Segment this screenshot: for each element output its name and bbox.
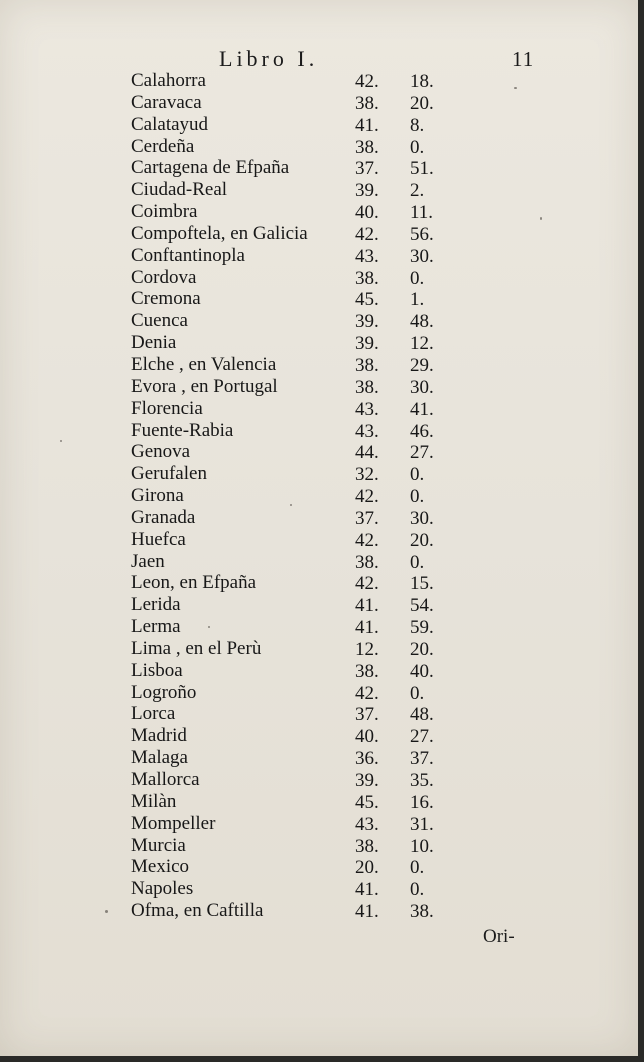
latitude-minutes: 0. [410,682,425,704]
latitude-minutes: 11. [410,202,434,224]
latitude-degrees: 41. [355,879,379,901]
latitude-minutes: 40. [410,660,434,682]
table-row [0,398,638,420]
city-name: Cuenca [131,310,188,332]
table-row [0,900,638,922]
table-row [0,157,638,179]
table-row [0,616,638,638]
table-row [0,245,638,267]
table-row [0,856,638,878]
latitude-minutes: 48. [410,704,434,726]
city-name: Compoftela, en Galicia [131,222,308,244]
latitude-minutes: 59. [410,617,434,639]
latitude-minutes: 12. [410,333,434,355]
latitude-minutes: 37. [410,748,434,770]
latitude-degrees: 38. [355,376,379,398]
page-number: 11 [512,47,535,71]
city-name: Girona [131,485,184,507]
latitude-degrees: 44. [355,442,379,464]
latitude-degrees: 20. [355,857,379,879]
latitude-minutes: 0. [410,879,425,901]
table-row [0,267,638,289]
latitude-degrees: 41. [355,901,379,923]
table-row [0,420,638,442]
latitude-degrees: 38. [355,267,379,289]
table-row [0,223,638,245]
city-name: Huefca [131,528,186,550]
latitude-minutes: 15. [410,573,434,595]
latitude-minutes: 2. [410,180,425,202]
latitude-minutes: 30. [410,245,434,267]
city-name: Granada [131,506,196,528]
city-name: Calahorra [131,70,206,91]
latitude-minutes: 8. [410,114,425,136]
table-row [0,638,638,660]
latitude-minutes: 0. [410,464,425,486]
latitude-degrees: 42. [355,71,379,92]
table-row [0,70,638,92]
latitude-minutes: 20. [410,529,434,551]
city-name: Ofma, en Caftilla [131,900,264,922]
latitude-degrees: 12. [355,638,379,660]
table-row [0,725,638,747]
table-row [0,310,638,332]
latitude-minutes: 18. [410,71,434,92]
table-row [0,114,638,136]
table-row [0,376,638,398]
city-name: Calatayud [131,113,209,135]
table-row [0,769,638,791]
ink-speck [290,504,292,506]
latitude-minutes: 35. [410,770,434,791]
latitude-minutes: 46. [410,420,434,442]
latitude-minutes: 56. [410,223,434,245]
table-row [0,878,638,900]
latitude-minutes: 41. [410,398,434,420]
latitude-degrees: 42. [355,573,379,595]
table-row [0,485,638,507]
latitude-degrees: 38. [355,551,379,573]
city-name: Lerma [131,616,181,638]
latitude-minutes: 30. [410,507,434,529]
latitude-degrees: 45. [355,289,379,311]
city-name: Napoles [131,878,194,900]
latitude-degrees: 38. [355,354,379,376]
city-name: Murcia [131,834,186,856]
latitude-degrees: 42. [355,223,379,245]
city-name: Malaga [131,747,188,769]
city-name: Lorca [131,703,176,725]
latitude-minutes: 31. [410,813,434,835]
city-name: Caravaca [131,91,202,113]
table-row [0,507,638,529]
latitude-degrees: 37. [355,507,379,529]
latitude-degrees: 42. [355,682,379,704]
latitude-degrees: 41. [355,114,379,136]
latitude-minutes: 0. [410,857,425,879]
city-name: Florencia [131,397,203,419]
table-row [0,332,638,354]
latitude-minutes: 10. [410,835,434,857]
table-row [0,92,638,114]
city-name: Cartagena de Efpaña [131,157,290,179]
latitude-minutes: 20. [410,638,434,660]
latitude-degrees: 43. [355,245,379,267]
city-name: Coimbra [131,201,198,223]
city-name: Evora , en Portugal [131,375,278,397]
city-name: Gerufalen [131,463,207,485]
table-row [0,747,638,769]
city-name: Denia [131,332,177,354]
latitude-minutes: 51. [410,158,434,180]
latitude-degrees: 38. [355,835,379,857]
latitude-degrees: 37. [355,158,379,180]
table-row [0,201,638,223]
catchword: Ori- [483,926,515,947]
latitude-minutes: 0. [410,486,425,508]
city-name: Milàn [131,790,177,812]
table-row [0,288,638,310]
city-name: Lerida [131,594,181,616]
latitude-degrees: 41. [355,617,379,639]
city-name: Elche , en Valencia [131,353,277,375]
latitude-minutes: 27. [410,726,434,748]
table-row [0,572,638,594]
table-row [0,682,638,704]
latitude-minutes: 0. [410,551,425,573]
latitude-degrees: 43. [355,813,379,835]
latitude-minutes: 29. [410,354,434,376]
city-name: Mexico [131,856,190,878]
latitude-degrees: 38. [355,92,379,114]
city-name: Cordova [131,266,197,288]
table-row [0,551,638,573]
latitude-degrees: 32. [355,464,379,486]
city-name: Genova [131,441,191,463]
city-name: Mompeller [131,812,216,834]
latitude-degrees: 42. [355,486,379,508]
latitude-minutes: 38. [410,901,434,923]
city-name: Ciudad-Real [131,179,228,201]
latitude-degrees: 43. [355,420,379,442]
latitude-minutes: 54. [410,595,434,617]
latitude-degrees: 38. [355,660,379,682]
latitude-minutes: 48. [410,311,434,333]
latitude-degrees: 37. [355,704,379,726]
table-row [0,813,638,835]
latitude-degrees: 45. [355,791,379,813]
latitude-minutes: 0. [410,267,425,289]
latitude-degrees: 39. [355,180,379,202]
table-row [0,791,638,813]
latitude-degrees: 42. [355,529,379,551]
latitude-degrees: 39. [355,770,379,791]
latitude-degrees: 38. [355,136,379,158]
running-head-title: Libro I. [219,46,319,71]
city-name: Conftantinopla [131,244,245,266]
table-row [0,703,638,725]
latitude-degrees: 36. [355,748,379,770]
city-name: Logroño [131,681,197,703]
latitude-minutes: 27. [410,442,434,464]
latitude-minutes: 1. [410,289,425,311]
table-row [0,136,638,158]
latitude-degrees: 39. [355,311,379,333]
latitude-degrees: 40. [355,202,379,224]
latitude-table [0,70,638,922]
latitude-degrees: 43. [355,398,379,420]
ink-speck [540,217,542,220]
city-name: Leon, en Efpaña [131,572,257,594]
city-name: Jaen [131,550,165,572]
city-name: Madrid [131,725,187,747]
table-row [0,529,638,551]
latitude-degrees: 40. [355,726,379,748]
latitude-minutes: 20. [410,92,434,114]
latitude-degrees: 39. [355,333,379,355]
table-row [0,179,638,201]
latitude-minutes: 16. [410,791,434,813]
ink-speck [60,440,62,442]
latitude-degrees: 41. [355,595,379,617]
city-name: Cremona [131,288,201,310]
ink-speck [105,910,108,913]
ink-speck [208,626,210,628]
table-row [0,660,638,682]
table-row [0,463,638,485]
table-row [0,594,638,616]
table-row [0,835,638,857]
table-row [0,441,638,463]
city-name: Fuente-Rabia [131,419,234,441]
ink-speck [514,87,517,89]
city-name: Lima , en el Perù [131,637,262,659]
table-row [0,354,638,376]
latitude-minutes: 0. [410,136,425,158]
city-name: Cerdeña [131,135,195,157]
latitude-minutes: 30. [410,376,434,398]
city-name: Lisboa [131,659,183,681]
city-name: Mallorca [131,769,200,790]
